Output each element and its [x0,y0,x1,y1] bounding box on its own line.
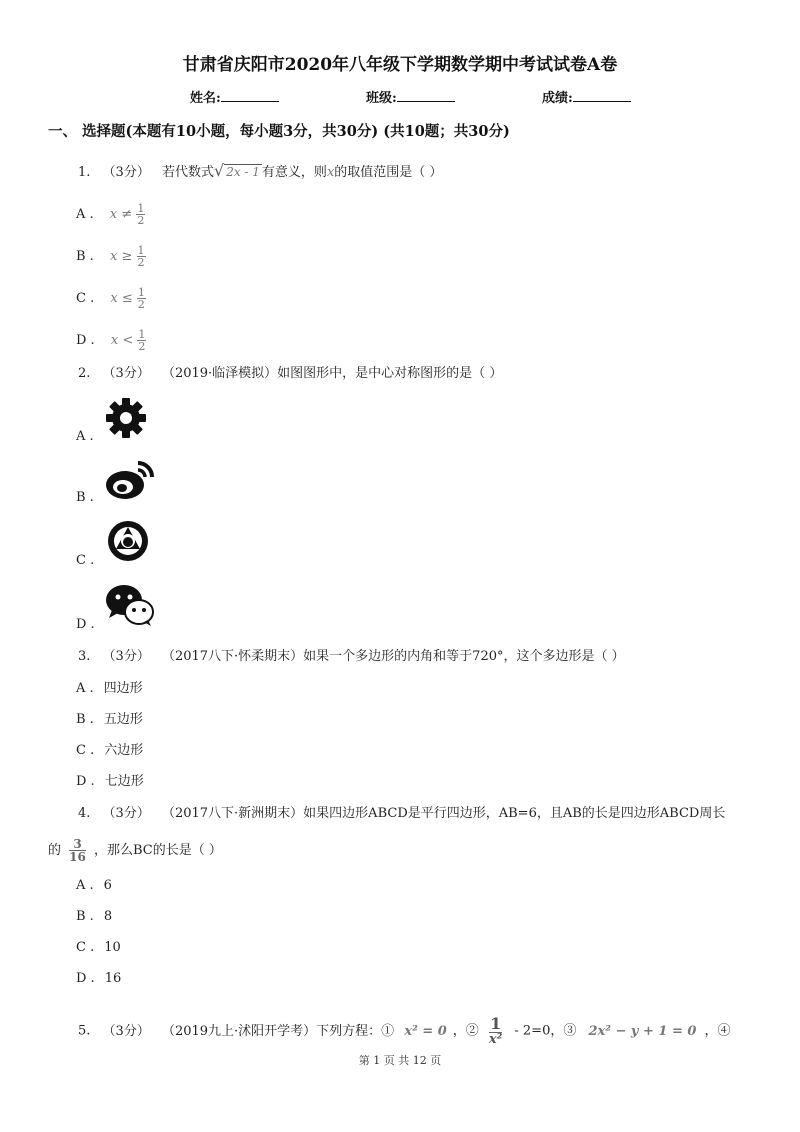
option-1c[interactable] [76,287,146,310]
option-3c[interactable] [76,739,143,758]
question-2 [78,362,502,381]
option-1d[interactable] [76,329,146,352]
equation-1: x² = 0 [404,1023,447,1039]
name-field [190,87,279,106]
circle-logo-icon [106,519,150,563]
option-4b[interactable] [76,909,112,924]
option-label: D . [76,971,95,986]
fraction: $\frac{1}{2}$ [137,286,145,311]
question-text: （2019·临泽模拟）如图图形中，是中心对称图形的是（ ） [161,366,503,381]
question-text: （2019九上·沭阳开学考）下列方程：① [161,1023,395,1039]
question-number: 3. [78,649,91,664]
page-title: 甘肃省庆阳市2020年八年级下学期数学期中考试试卷A卷 [182,55,618,75]
option-label: C . [76,291,95,306]
option-label: A . [76,429,94,444]
fraction: $\frac{1}{2}$ [137,202,145,227]
math-op: ≥ [121,249,133,264]
score-label: 成绩: [542,91,573,106]
option-4c[interactable] [76,940,121,955]
question-1 [78,161,442,180]
option-label: A . [76,681,94,696]
math-lhs: x [110,291,118,306]
class-label: 班级: [366,91,397,106]
option-4d[interactable] [76,971,121,986]
fraction: $\frac{1}{2}$ [137,244,145,269]
question-number: 2. [78,366,91,381]
option-3b[interactable] [76,708,143,727]
math-op: < [122,333,134,348]
question-text: 的 [48,843,62,858]
question-text: ，② [452,1023,479,1039]
radicand: 2x - 1 [226,165,260,179]
page-footer: 第 1 页 共 12 页 [358,1054,442,1067]
option-2c[interactable] [76,553,94,568]
option-label: B . [76,909,94,924]
name-label: 姓名: [190,91,221,106]
question-text: （2017八下·新洲期末）如果四边形ABCD是平行四边形，AB=6，且AB的长是四边形ABCD周长 [161,806,726,821]
question-number: 4. [78,806,91,821]
option-2d[interactable] [76,617,95,632]
option-4a[interactable] [76,878,112,893]
option-2b[interactable] [76,490,94,505]
fraction: $\frac{1}{2}$ [138,328,146,353]
question-text: ，那么BC的长是（ ） [94,843,222,858]
question-score: （3分） [102,1023,150,1039]
question-text: ，④ [704,1023,731,1039]
math-lhs: x [110,333,119,348]
option-text: 6 [103,878,112,893]
question-4 [78,802,725,821]
weibo-icon [104,457,156,501]
fraction: $\frac{1}{\text{x²}}$ [488,1014,503,1047]
variable: x [326,165,335,180]
option-text: 8 [103,909,113,924]
option-label: A . [76,207,94,222]
sqrt-icon: √ [213,161,225,180]
option-label: B . [76,712,94,727]
option-label: C . [76,553,95,568]
question-score: （3分） [102,165,150,180]
gear-icon [104,396,148,440]
class-field [366,87,455,106]
option-2a[interactable] [76,429,94,444]
question-number: 5. [78,1023,91,1039]
math-lhs: x [109,207,118,222]
question-text: 若代数式 [161,165,214,180]
option-label: C . [76,743,95,758]
class-blank [397,89,455,102]
option-text: 七边形 [104,774,144,789]
equation-3: 2x² − y + 1 = 0 [588,1023,697,1039]
question-text: 的取值范围是（ ） [334,165,443,180]
name-blank [221,89,279,102]
option-label: C . [76,940,95,955]
option-text: 16 [104,971,122,986]
option-3a[interactable] [76,677,143,696]
option-label: A . [76,878,94,893]
option-text: 五边形 [103,712,143,727]
math-lhs: x [109,249,118,264]
question-score: （3分） [102,649,150,664]
option-text: 四边形 [103,681,143,696]
option-label: D . [76,333,95,348]
section-heading: 一、 选择题(本题有10小题，每小题3分，共30分) (共10题；共30分) [48,123,510,140]
option-label: D . [76,617,95,632]
option-label: B . [76,490,94,505]
question-text: - 2=0，③ [514,1023,577,1039]
score-blank [573,89,631,102]
option-label: B . [76,249,94,264]
question-score: （3分） [102,806,150,821]
question-3 [78,645,625,664]
question-text: 有意义，则 [261,165,327,180]
math-op: ≤ [121,291,133,306]
option-label: D . [76,774,95,789]
option-3d[interactable] [76,770,144,789]
question-number: 1. [78,165,91,180]
question-text: （2017八下·怀柔期末）如果一个多边形的内角和等于720°，这个多边形是（ ） [161,649,625,664]
option-text: 六边形 [104,743,144,758]
option-1a[interactable] [76,203,145,226]
option-text: 10 [104,940,121,955]
fraction: $\frac{3}{16}$ [69,837,86,864]
question-5 [78,1016,730,1046]
option-1b[interactable] [76,245,146,268]
score-field [542,87,631,106]
wechat-icon [104,582,156,628]
question-4-line2 [48,838,222,863]
question-score: （3分） [102,366,150,381]
math-op: ≠ [121,207,133,222]
